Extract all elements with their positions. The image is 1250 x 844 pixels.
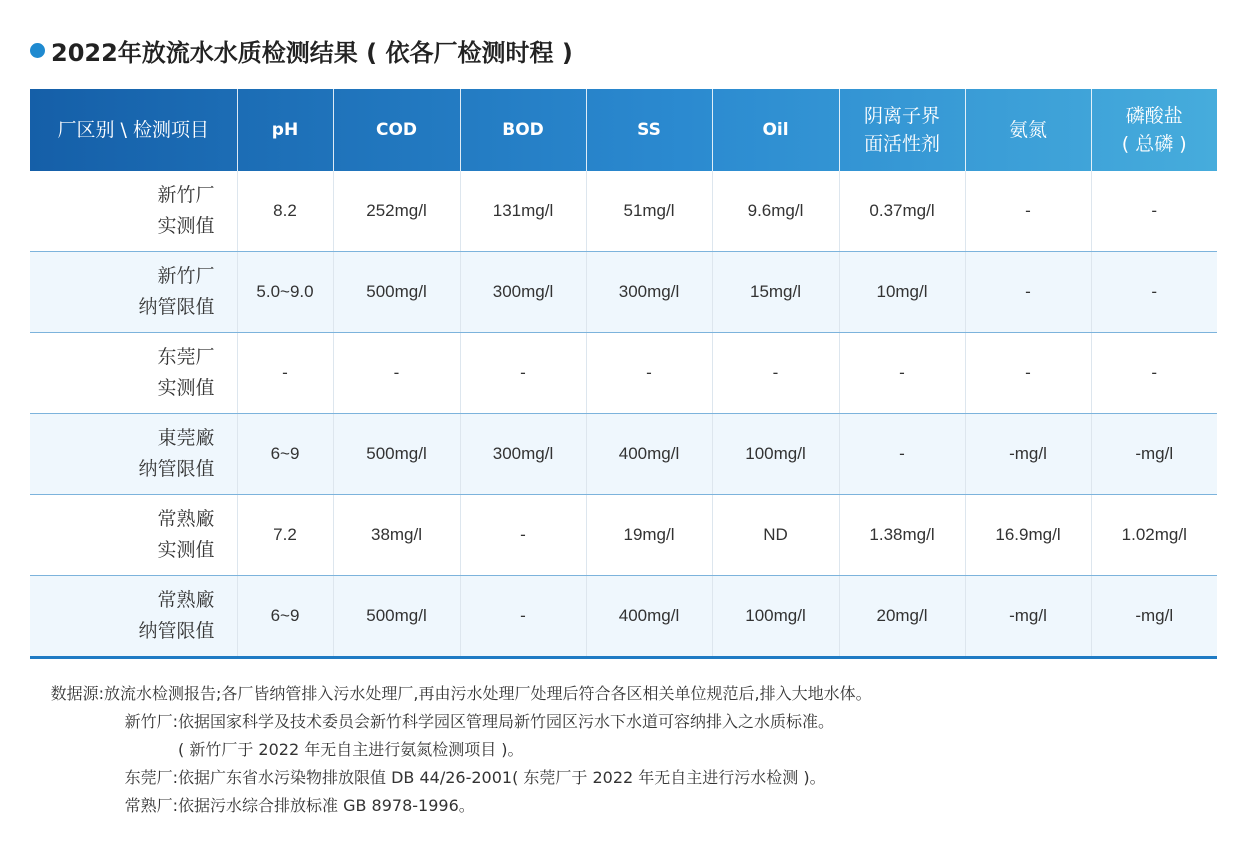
page-title [30,30,573,70]
table-cell: 131mg/l [460,171,586,252]
table-cell: -mg/l [1091,576,1217,658]
row-label [30,171,237,252]
row-value-type: 纳管限值 [138,458,215,480]
table-cell: 400mg/l [586,414,712,495]
note-text: 放流水检测报告;各厂皆纳管排入污水处理厂,再由污水处理厂处理后符合各区相关单位规范后,排入大地水体。 [104,684,872,703]
table-cell: 6~9 [237,414,333,495]
header-surfactant [839,89,965,171]
table-cell: 500mg/l [333,576,460,658]
header-label: 氨氮 [1008,119,1047,141]
table-body [30,171,1217,658]
table-cell: - [1091,252,1217,333]
header-label: SS [637,120,661,140]
header-label: 厂区别 \ 检测项目 [57,119,209,141]
header-label-line2: ( 总磷 ) [1121,133,1187,155]
header-label: COD [375,120,418,140]
table-cell: 16.9mg/l [965,495,1091,576]
header-label-line2: 面活性剂 [863,133,940,155]
note-line [30,680,1220,708]
header-label: BOD [502,120,544,140]
table-row [30,333,1217,414]
table-cell: 0.37mg/l [839,171,965,252]
row-plant-name: 常熟廠 [157,589,215,611]
row-plant-name: 新竹厂 [157,265,215,287]
row-plant-name: 常熟廠 [157,508,215,530]
header-ammonia [965,89,1091,171]
table-cell: - [1091,171,1217,252]
table-cell: - [237,333,333,414]
bullet-dot-icon [30,43,45,58]
table-row [30,576,1217,658]
table-cell: 7.2 [237,495,333,576]
row-value-type: 实测值 [157,539,215,561]
row-plant-name: 新竹厂 [157,184,215,206]
header-bod [460,89,586,171]
table-cell: 252mg/l [333,171,460,252]
table-cell: - [333,333,460,414]
header-plant-item [30,89,237,171]
table-cell: - [1091,333,1217,414]
row-value-type: 纳管限值 [138,620,215,642]
row-value-type: 纳管限值 [138,296,215,318]
row-plant-name: 東莞廠 [157,427,215,449]
note-heading: 数据源: [50,684,104,703]
table-cell: - [460,576,586,658]
header-ph [237,89,333,171]
row-label [30,252,237,333]
table-header [30,89,1217,171]
table-cell: ND [712,495,839,576]
row-value-type: 实测值 [157,215,215,237]
table-cell: -mg/l [965,576,1091,658]
water-quality-table [30,89,1217,659]
notes-section [30,680,1220,820]
table-cell: 51mg/l [586,171,712,252]
table-cell: 100mg/l [712,576,839,658]
table-cell: 500mg/l [333,252,460,333]
note-line [30,736,1220,764]
header-label: 磷酸盐 [1125,105,1183,127]
table-row [30,414,1217,495]
table-cell: 9.6mg/l [712,171,839,252]
header-label: pH [271,120,299,140]
note-heading: 常熟厂: [124,796,178,815]
table-cell: - [965,171,1091,252]
table-cell: - [965,333,1091,414]
table-cell: 300mg/l [586,252,712,333]
header-oil [712,89,839,171]
table-cell: - [460,495,586,576]
table-cell: - [965,252,1091,333]
table-cell: - [839,414,965,495]
table-cell: 38mg/l [333,495,460,576]
table-cell: 500mg/l [333,414,460,495]
note-text: 依据广东省水污染物排放限值 DB 44/26-2001( 东莞厂于 2022 年无自主进行污水检测 )。 [178,768,826,787]
table-row [30,252,1217,333]
table-cell: 300mg/l [460,414,586,495]
table-cell: 19mg/l [586,495,712,576]
header-cod [333,89,460,171]
table-cell: 8.2 [237,171,333,252]
header-label: 阴离子界 [863,105,940,127]
table-cell: 400mg/l [586,576,712,658]
table-cell: - [586,333,712,414]
header-label: Oil [762,120,789,140]
note-line [30,708,1220,736]
row-label [30,495,237,576]
note-line [30,792,1220,820]
table-cell: - [460,333,586,414]
note-heading: 东莞厂: [124,768,178,787]
table-cell: 20mg/l [839,576,965,658]
page-title-text: 2022年放流水水质检测结果 ( 依各厂检测时程 ) [51,38,573,67]
note-heading: 新竹厂: [124,712,178,731]
table-cell: 10mg/l [839,252,965,333]
row-label [30,576,237,658]
table-cell: - [839,333,965,414]
header-ss [586,89,712,171]
table-cell: -mg/l [965,414,1091,495]
table-cell: 1.02mg/l [1091,495,1217,576]
table-cell: 5.0~9.0 [237,252,333,333]
table-cell: - [712,333,839,414]
header-phosphate [1091,89,1217,171]
note-text: 依据国家科学及技术委员会新竹科学园区管理局新竹园区污水下水道可容纳排入之水质标准。 [178,712,835,731]
table-cell: -mg/l [1091,414,1217,495]
row-value-type: 实测值 [157,377,215,399]
note-text: 依据污水综合排放标准 GB 8978-1996。 [178,796,475,815]
note-line [30,764,1220,792]
table-cell: 100mg/l [712,414,839,495]
table-cell: 15mg/l [712,252,839,333]
row-label [30,414,237,495]
table-row [30,171,1217,252]
table-cell: 6~9 [237,576,333,658]
table-row [30,495,1217,576]
row-plant-name: 东莞厂 [157,346,215,368]
table-cell: 1.38mg/l [839,495,965,576]
table-cell: 300mg/l [460,252,586,333]
note-text: ( 新竹厂于 2022 年无自主进行氨氮检测项目 )。 [178,740,524,759]
row-label [30,333,237,414]
